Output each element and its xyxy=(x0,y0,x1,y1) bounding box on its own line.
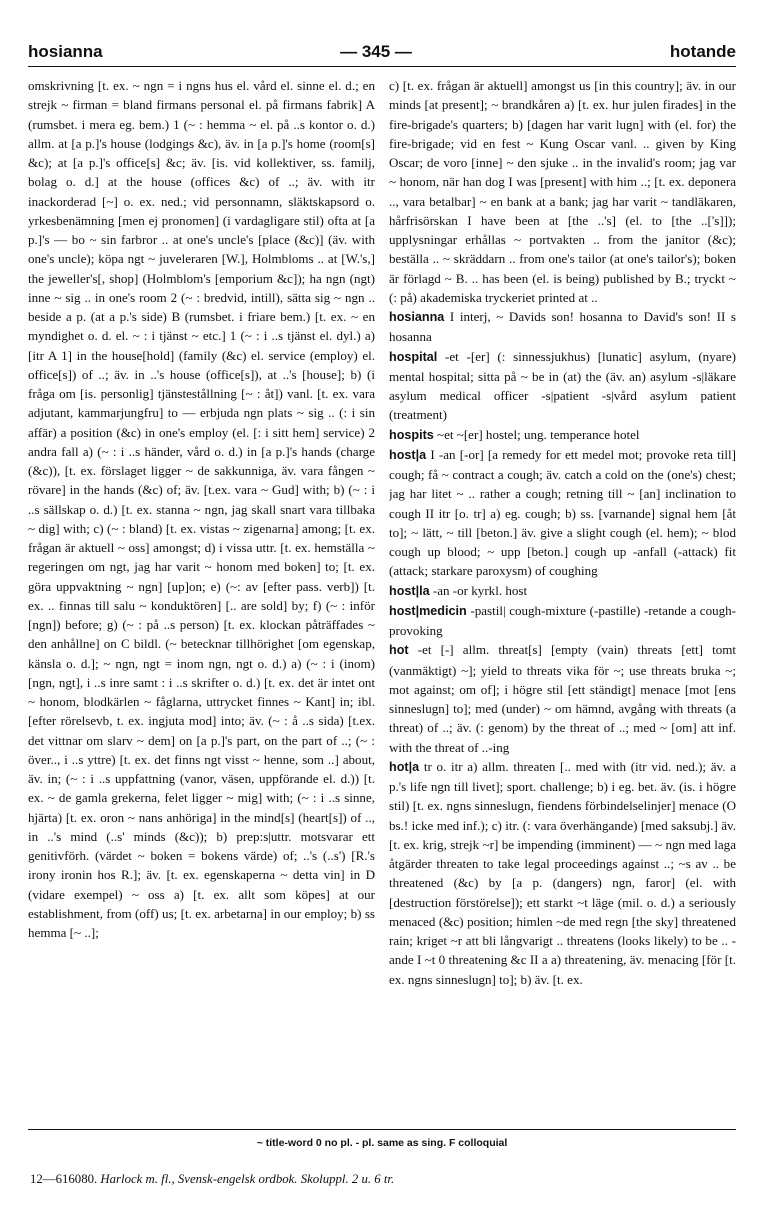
entry-headword: hosianna xyxy=(389,310,445,324)
entry-body: I -an [-or] [a remedy for ett medel mot; provoke reta till] cough; få ~ contract a cough; äv. catch a cold on the (one's) chest; jag har litet ~ .. rather a cough; retning till ~ [an] inclination to cough II itr [o. tr] a) eg. cough; b) ss. [varnande] signal hem [åt to]; ~ lätt, ~ till [beton.] äv. give a slight cough (el. hem); ~ blod cough up blood; ~ upp [beton.] cough up -anfall (-attack) fit (attack; starkare paroxysm) of coughing xyxy=(389,446,736,579)
dictionary-entry xyxy=(389,445,736,581)
printer-code: 12—616080. xyxy=(30,1172,98,1186)
entry-headword: host|la xyxy=(389,583,430,598)
dictionary-entry xyxy=(389,347,736,425)
abbreviation-legend: ~ title-word 0 no pl. - pl. same as sing. F colloquial xyxy=(256,1137,508,1149)
entry-headword: hot xyxy=(389,643,409,658)
entry-body: -et [-] allm. threat[s] [empty (vain) threats [ett] tomt (vanmäktigt) ~]; yield to threats vika för ~; use threats bruka ~; mot against; om of]; i högre stil [ett ständigt] menace [mot [ens sinneslugn] to]; med (under) ~ om hämnd, avgång with threats (a threat) of ..; äv. (: genom) by the threat of ..; med ~ [om] att inf. with the threat of ..-ing xyxy=(389,642,736,755)
page-number: — 345 — xyxy=(340,42,412,61)
entry-headword: hospital xyxy=(389,349,438,364)
printer-imprint xyxy=(30,1172,394,1187)
entry-body: -an -or kyrkl. host xyxy=(432,582,528,598)
left-guide-word: hosianna xyxy=(28,42,103,61)
running-header xyxy=(26,34,738,64)
entry-body: tr o. itr a) allm. threaten [.. med with (itr vid. ned.); äv. a p.'s life ngn till livet]; sport. challenge; b) i eg. bet. äv. (is. i högre stil) [t. ex. ngns sinneslugn, fiendens förbindelselinjer] menace (O bs.! icke med inf.); c) itr. (: vara överhängande) [med saksubj.] äv. [t. ex. krig, strejk ~r] be impending (imminent) — ~ ngn med laga åtgärder threaten to take legal proceedings against ..; ~s av .. be threatened (&c) by [a p. (dangers) ngn, faror] (el. with [destruction förstörelse]); ett starkt ~t läge (mil. o. d.) a seriously menaced (&c) position; himlen ~de med regn [the sky] threatened rain; kriget ~r att bli långvarigt .. threatens (looks likely) to be .. -ande I ~t 0 threatening &c II a a) threatening, äv. menacing [för [t. ex. ngns sinneslugn] to]; b) äv. [t. ex. xyxy=(389,758,736,987)
right-column xyxy=(389,76,736,1126)
footer-rule xyxy=(28,1129,736,1130)
entry-headword: hot|a xyxy=(389,759,420,774)
entry-body: -pastil| cough-mixture (-pastille) -retande a cough-provoking xyxy=(389,602,736,638)
entry-headword: host|a xyxy=(389,447,427,462)
header-rule xyxy=(28,66,736,67)
entry-list xyxy=(389,307,736,989)
left-column xyxy=(28,76,375,1126)
entry-body: ~et ~[er] hostel; ung. temperance hotel xyxy=(437,426,640,442)
dictionary-entry xyxy=(389,425,736,445)
book-title: Harlock m. fl., Svensk-engelsk ordbok. Skoluppl. 2 u. 6 tr. xyxy=(100,1172,395,1186)
dictionary-entry xyxy=(389,757,736,989)
dictionary-entry xyxy=(389,640,736,757)
right-guide-word: hotande xyxy=(669,42,736,61)
entry-body: I interj, ~ Davids son! hosanna to David's son! II s hosanna xyxy=(389,309,736,345)
entry-headword: host|medicin xyxy=(389,603,467,618)
dictionary-entry xyxy=(389,581,736,601)
two-column-body xyxy=(28,76,736,1126)
entry-headword: hospits xyxy=(389,427,434,442)
dictionary-entry xyxy=(389,601,736,641)
dictionary-page xyxy=(26,34,738,1186)
right-column-continuation: c) [t. ex. frågan är aktuell] amongst us [in this country]; äv. in our minds [at present]; ~ brandkåren a) [t. ex. hur julen firades] in the fire-brigade's quarters; b) [dagen har varit lugn] with (el. for) the fire-brigade; vid en fest ~ Kung Oscar vanl. .. given by King Oscar; de voro [inne] ~ den sjuke .. in the invalid's room; jag var ~ honom, när han dog I was [present] with him ..; [t. ex. deponera .., vara betalbar] ~ en bank at a bank; jag har varit ~ tandläkaren, hårfrisörskan I have been at [the ..'s] (el. to [the ..['s]]); upplysningar erhållas ~ portvakten .. from the janitor (&c); beställa .. ~ skräddarn .. from one's tailor (at one's tailor's); boken är förlagd ~ B. .. has been (el. is being) published by B.; tryckt ~ (: på) akademiska tryckeriet printed at .. xyxy=(389,78,736,305)
entry-body: -et -[er] (: sinnessjukhus) [lunatic] asylum, (nyare) mental hospital; sitta på ~ be in (at) the (äv. an) asylum -s|läkare asylum medical officer -s|patient -s|vård asylum patient (treatment) xyxy=(389,348,736,423)
left-column-text: omskrivning [t. ex. ~ ngn = i ngns hus el. vård el. sinne el. d.; en strejk ~ firman = bland firmans personal el. på firmans fabrik] A (rumsbet. i mera eg. bem.) 1 (~ : hemma ~ el. på ..s kontor o. d.) allm. at [a p.]'s house (lodgings &c), äv. in [a p.]'s home (room[s] &c); at [a p.]'s office[s] &c; äv. [is. vid kollektiver, ss. familj, bolag o. d.] at the house (offices &c) of ..; äv. with itr inackorderad [~] o. ex. ned.; vid personnamn, släktskapsord o. yrkesbenämning [men ej pronomen] (i vardagligare stil) ofta at [a p.]'s — bo ~ sin farbror .. at one's uncle's [place (&c)] (äv. with one's uncle); köpa ngt ~ juveleraren [W.], Holmbloms .. at [W.'s,] the jeweller's[, shop] (Holmblom's [emporium &c]); ha ngn (ngt) inne ~ sig .. in one's room 2 (~ : bredvid, intill), sätta sig ~ ngn .. beside a p. (at a p.'s side) B (rumsbet. i friare bem.) [t. ex. ~ en myndighet o. d. el. ~ : i tjänst ~ etc.] 1 (~ : i ..s tjänst el. dyl.) a) [itr A 1] in the house[hold] (family (&c) el. service (employ) el. office[s]) of ..; äv. in ..'s house (office[s]), at ..'s [house]; b) (i fråga om [is. personlig] tjänstestållning [~ : åt]) vanl. [t. ex. vara adjutant, kammarjungfru] to — erbjuda ngn plats ~ sig .. (: i sin affär) a position (&c) in one's employ (el. [: i sitt hem] service) 2 andra fall a) (~ : i ..s händer, vård o. d.) in [a p.]'s hands (charge (&c)), [t. ex. förslaget ligger ~ de sakkunniga, äv. vara fången ~ rövare] in the hands (&c) of; äv. [t.ex. vara ~ Gud] with; b) (~ : i ..s sällskap o. d.) [t. ex. stanna ~ ngn, jag skall snart vara tillbaka ~ dig] with; c) (~ : bland) [t. ex. vistas ~ zigenarna] among; [t. ex. frågan är aktuell ~ oss] amongst; d) i vissa uttr. [t. ex. hemställa ~ regeringen om ngt, jag har varit ~ honom med boken] to; [t. ex. göra uppvaktning ~ ngn] [up]on; e) (~: av [efter pass. verb]) [t. ex. .. finnas till salu ~ konduktören] [.. are sold] by; f) (~ : inför [ngn]) before; g) (~ : på ..s person) [t. ex. klockan påträffades ~ den anhållne] on C bildl. (~ betecknar tillhörighet [om egenskap, känsla o. d.]; ~ ngn, ngt = inom ngn, ngt o. d.) a) (~ : i (inom) [ngn, ngt], i ..s inre samt : i ..s skrifter o. d.) [t. ex. det är intet ont ~ honom, blodkärlen ~ fåglarna, uttrycket finnes ~ Kant] in; ibl. [efter rörelsevb, t. ex. ingjuta mod] into; äv. (~ : å ..s sida) [t.ex. det vittnar om slarv ~ dem] on [a p.]'s part, on the part of ..; (~ : över.., i ..s yttre) [t. ex. det finns ngt visst ~ henne, som ..] about, äv. in; (~ : i ..s uppfattning (vanor, väsen, uppförande el. d.)) [t. ex. ~ de gamla grekerna, felet ligger ~ mig] with; (~ : i ..s sinne, hjärta) [t. ex. oron ~ nans anhöriga] in the mind[s] (heart[s]) of .., in ..'s mind (..s' minds (&c)); b) prep:s|uttr. motsvarar ett genitivförh. (värdet ~ boken = bokens värde) of; ..'s (..s') [R.'s irony ironin hos R.]; äv. [t. ex. egenskaperna ~ detta vin] in D (vidare exempel) ~ oss a) [t. ex. allt som köpes] at our establishment, from (off) us; [t. ex. arbetarna] in our employ; b) ss hemma [~ ..]; xyxy=(28,78,375,940)
dictionary-entry xyxy=(389,307,736,347)
